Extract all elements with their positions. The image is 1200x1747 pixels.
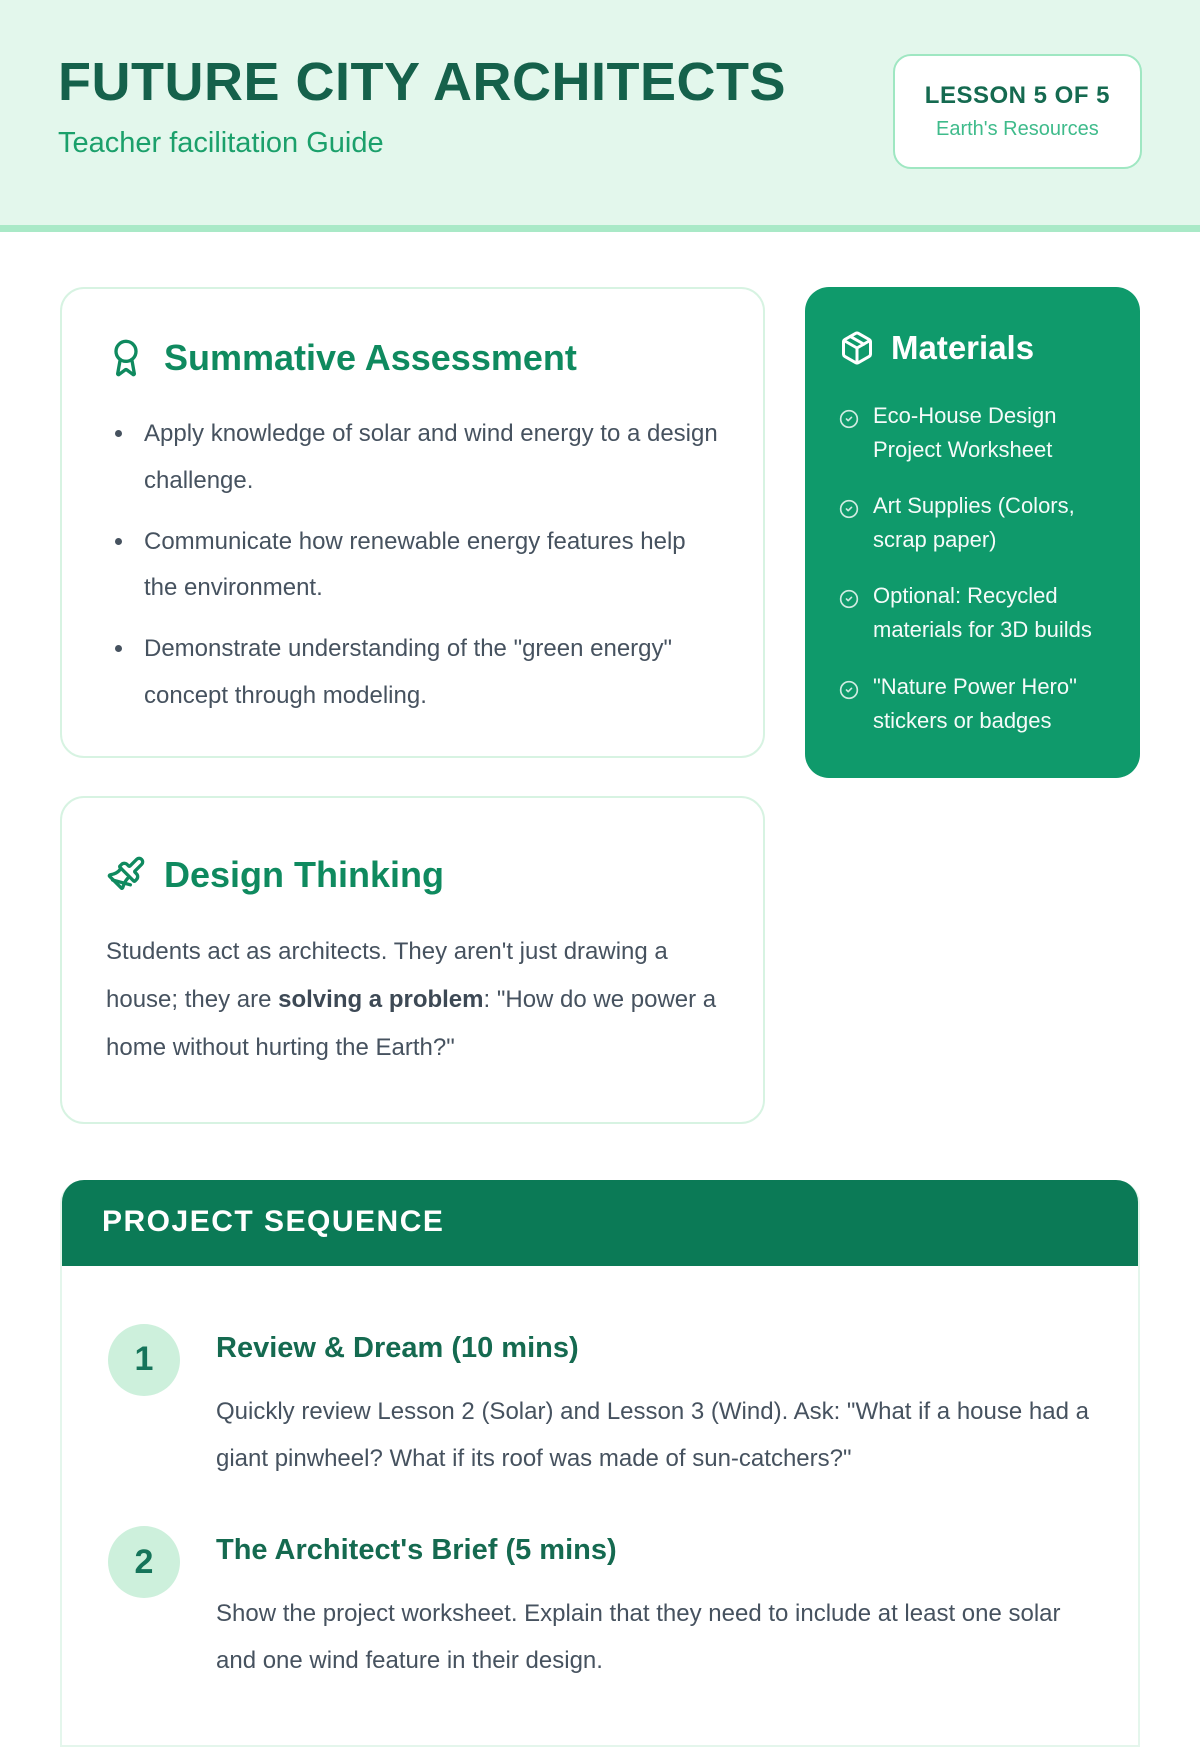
assessment-title: Summative Assessment: [164, 337, 577, 378]
design-thinking-title: Design Thinking: [164, 853, 445, 895]
design-thinking-body: [106, 928, 719, 1072]
step-body: Quickly review Lesson 2 (Solar) and Lesson 3 (Wind). Ask: "What if a house had a giant pinwheel? What if its roof was made of sun-catchers?": [216, 1397, 1089, 1472]
check-circle-icon: [839, 495, 859, 515]
paintbrush-icon: [106, 855, 146, 895]
step-number-badge: 1: [108, 1324, 180, 1396]
step-title: Review & Dream (10 mins): [216, 1331, 579, 1364]
lesson-badge-count: LESSON 5 OF 5: [924, 82, 1110, 109]
package-icon: [839, 330, 875, 366]
materials-list: [839, 399, 1106, 738]
lesson-badge-unit: Earth's Resources: [936, 118, 1099, 140]
list-item: • Apply knowledge of solar and wind energy to a design challenge.: [136, 411, 719, 505]
material-item-label: Art Supplies (Colors, scrap paper): [873, 493, 1075, 553]
list-item: [839, 399, 1106, 467]
step-content: [216, 1526, 1096, 1685]
project-sequence-header: PROJECT SEQUENCE: [62, 1180, 1138, 1266]
assessment-title-row: [106, 337, 719, 379]
assessment-bullet-list: [106, 411, 719, 720]
top-cards-row: [60, 287, 1140, 778]
page-header: [0, 0, 1200, 232]
lesson-badge: [893, 54, 1142, 169]
step-content: [216, 1324, 1096, 1483]
materials-card: [805, 287, 1140, 778]
step-body: Show the project worksheet. Explain that they need to include at least one solar and one wind feature in their design.: [216, 1600, 1061, 1675]
summative-assessment-card: [60, 287, 765, 758]
design-body-suffix: : "How do we power a home without hurting the Earth?": [106, 985, 717, 1061]
material-item-label: "Nature Power Hero" stickers or badges: [873, 673, 1077, 733]
material-item-label: Eco-House Design Project Worksheet: [873, 403, 1057, 463]
main-content: [0, 232, 1200, 1747]
page-title: FUTURE CITY ARCHITECTS: [58, 52, 787, 112]
materials-title: Materials: [891, 329, 1035, 366]
sequence-step-1: [108, 1324, 1098, 1483]
list-item: • Demonstrate understanding of the "green energy" concept through modeling.: [136, 626, 719, 720]
check-circle-icon: [839, 405, 859, 425]
award-ribbon-icon: [106, 338, 146, 378]
project-sequence-section: [60, 1180, 1140, 1747]
list-item: [839, 670, 1106, 738]
check-circle-icon: [839, 676, 859, 696]
project-sequence-body: [62, 1266, 1138, 1745]
materials-title-row: [839, 329, 1106, 367]
list-item: • Communicate how renewable energy features help the environment.: [136, 519, 719, 613]
list-item: [839, 579, 1106, 647]
sequence-step-2: [108, 1526, 1098, 1685]
header-titles: [58, 54, 786, 160]
step-number-badge: 2: [108, 1526, 180, 1598]
material-item-label: Optional: Recycled materials for 3D builds: [873, 583, 1092, 643]
design-body-bold: solving a problem: [278, 985, 484, 1013]
step-title: The Architect's Brief (5 mins): [216, 1534, 617, 1567]
design-thinking-title-row: [106, 854, 719, 896]
list-item: [839, 489, 1106, 557]
design-thinking-card: [60, 796, 765, 1124]
page-subtitle: Teacher facilitation Guide: [58, 126, 384, 159]
check-circle-icon: [839, 585, 859, 605]
design-body-prefix: Students act as architects. They aren't just drawing a house; they are: [106, 937, 668, 1013]
